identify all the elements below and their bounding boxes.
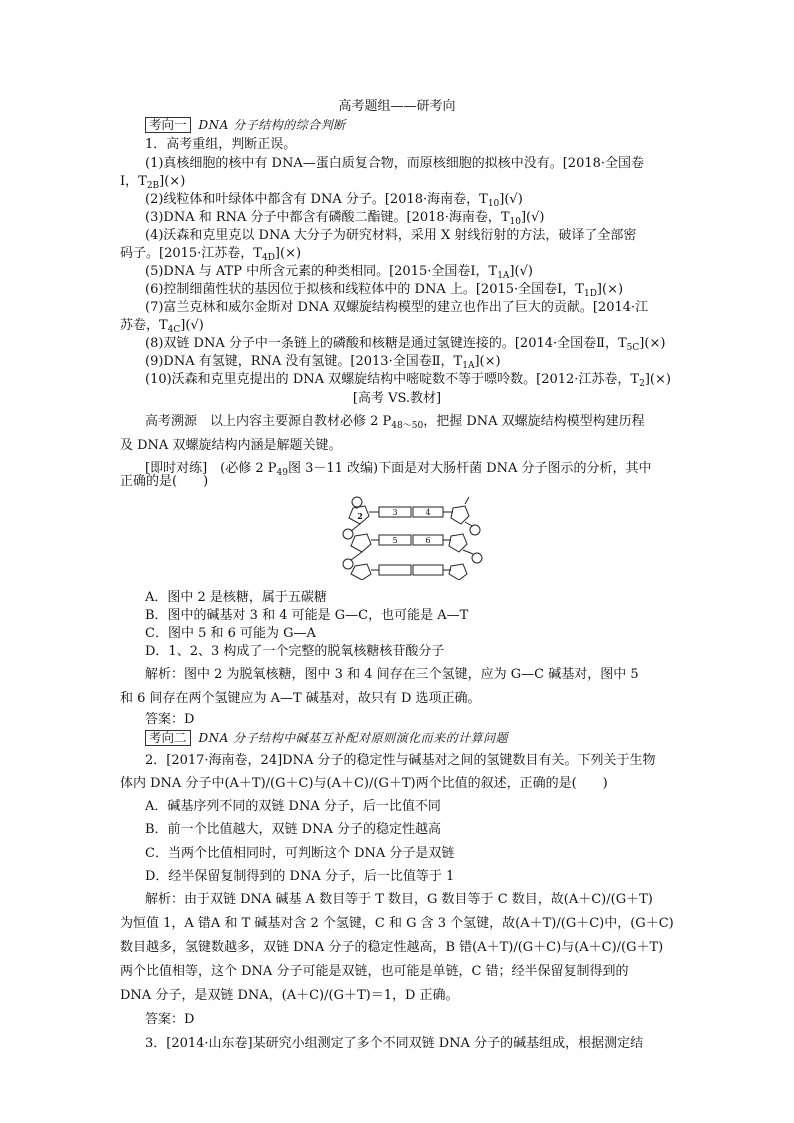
q2-option-b: B．前一个比值越大，双链 DNA 分子的稳定性越高 (145, 822, 442, 837)
item-8: (8)双链 DNA 分子中一条链上的磷酸和核糖是通过氢键连接的。[2014·全国卷Ⅱ，$T_{5C}](\times)$ (145, 336, 666, 353)
q2-analysis-line-5: DNA 分子，是双链 DNA，(A＋C)/(G＋T)＝1，D 正确。 (120, 988, 459, 1003)
section-1-tag-text: DNA 分子结构的综合判断 (198, 118, 346, 132)
label-5: 5 (392, 536, 398, 545)
section-2-tag: 考向二 (145, 730, 191, 746)
option-d: D．1、2、3 构成了一个完整的脱氧核糖核苷酸分子 (145, 644, 445, 659)
label-4: 4 (425, 508, 431, 517)
option-a: A．图中 2 是核糖，属于五碳糖 (145, 590, 327, 605)
phosphate-circle (343, 559, 353, 569)
dna-diagram (325, 494, 495, 580)
phosphate-circle (470, 525, 480, 535)
analysis-line-1: 解析：图中 2 为脱氧核糖，图中 3 和 4 间存在三个氢键，应为 G—C 碱基对，图中 5 (145, 667, 639, 682)
base-box (413, 565, 443, 575)
item-7-line-2: 苏卷，$T_{4C}](√)$ (120, 318, 204, 335)
question-2-line-2: 体内 DNA 分子中(A＋T)/(G＋C)与(A＋C)/(G＋T)两个比值的叙述，正确的是( ) (120, 776, 608, 791)
sugar-pentagon (449, 534, 467, 552)
label-3: 3 (392, 508, 398, 517)
item-7-line-1: (7)富兰克林和威尔金斯对 DNA 双螺旋结构模型的建立也作出了巨大的贡献。[2014·江 (145, 300, 649, 315)
analysis-line-2: 和 6 间存在两个氢键应为 A—T 碱基对，故只有 D 选项正确。 (120, 691, 481, 706)
item-5: (5)DNA 与 ATP 中所含元素的种类相同。[2015·全国卷Ⅰ，$T_{1A}](√)$ (145, 264, 533, 281)
base-box (379, 565, 411, 575)
option-b: B．图中的碱基对 3 和 4 可能是 G—C，也可能是 A—T (145, 608, 469, 623)
q2-analysis-line-4: 两个比值相等，这个 DNA 分子可能是双链，也可能是单链，C 错；经半保留复制得到的 (120, 964, 629, 979)
item-6: (6)控制细菌性状的基因位于拟核和线粒体中的 DNA 上。[2015·全国卷Ⅰ，$T_{1D}](\times)$ (145, 282, 624, 299)
trace-line-2: 及 DNA 双螺旋结构内涵是解题关键。 (120, 438, 342, 453)
option-c: C．图中 5 和 6 可能为 G—A (145, 626, 316, 641)
q2-analysis-line-3: 数目越多，氢键数越多，双链 DNA 分子的稳定性越高，B 错(A＋T)/(G＋C)与(A＋C)/(G＋T) (120, 940, 664, 955)
item-2: (2)线粒体和叶绿体中都含有 DNA 分子。[2018·海南卷，$T_{10}](√)$ (145, 192, 523, 209)
phosphate-circle (352, 497, 362, 507)
phosphate-circle (472, 553, 482, 563)
label-6: 6 (425, 536, 431, 545)
q2-analysis-line-2: 为恒值 1，A 错A 和 T 碱基对含 2 个氢键，C 和 G 含 3 个氢键，故(A＋T)/(G＋C)中，(G＋C) (120, 916, 674, 931)
question-3-line-1: 3．[2014·山东卷]某研究小组测定了多个不同双链 DNA 分子的碱基组成，根据测定结 (145, 1036, 644, 1051)
practice-line-2: 正确的是( ) (120, 474, 209, 489)
item-1-line-2: Ⅰ，$T_{2B}](\times)$ (120, 174, 186, 191)
section-1-heading (145, 116, 346, 135)
section-2-tag-text: DNA 分子结构中碱基互补配对原则演化而来的计算问题 (198, 731, 509, 745)
label-2: 2 (357, 511, 363, 521)
sugar-pentagon (451, 506, 469, 524)
practice-line-1: [即时对练] (必修 2 $P_{49}$图 3－11 改编)下面是对大肠杆菌 DNA 分子图示的分析，其中 (145, 461, 652, 478)
q2-analysis-line-1: 解析：由于双链 DNA 碱基 A 数目等于 T 数目，G 数目等于 C 数目，故(A＋C)/(G＋T) (145, 892, 653, 907)
item-4-line-2: 码子。[2015·江苏卷，$T_{4D}](\times)$ (120, 246, 302, 263)
q2-option-d: D．经半保留复制得到的 DNA 分子，后一比值等于 1 (145, 869, 455, 884)
item-10: (10)沃森和克里克提出的 DNA 双螺旋结构中嘧啶数不等于嘌呤数。[2012·江苏卷，$T_2](\times)$ (145, 372, 671, 389)
q2-option-a: A．碱基序列不同的双链 DNA 分子，后一比值不同 (145, 799, 441, 814)
section-1-tag: 考向一 (145, 117, 191, 133)
item-3: (3)DNA 和 RNA 分子中都含有磷酸二酯键。[2018·海南卷，$T_{10}](√)$ (145, 210, 545, 227)
section-2-heading (145, 729, 508, 748)
sugar-pentagon (351, 564, 371, 580)
vs-label: [高考 VS.教材] (352, 391, 442, 406)
trace-line-1: 高考溯源 以上内容主要源自教材必修 2 $P_{48\sim 50}$，把握 DNA 双螺旋结构模型构建历程 (145, 414, 645, 431)
q2-option-c: C．当两个比值相同时，可判断这个 DNA 分子是双链 (145, 846, 455, 861)
question-1-title: 1．高考重组，判断正误。 (145, 137, 297, 152)
page-title: 高考题组——研考向 (338, 99, 456, 114)
answer-1: 答案：D (145, 712, 195, 727)
item-4-line-1: (4)沃森和克里克以 DNA 大分子为研究材料，采用 X 射线衍射的方法，破译了全部密 (145, 228, 637, 243)
item-9: (9)DNA 有氢键，RNA 没有氢键。[2013·全国卷Ⅱ，$T_{1A}](\times)$ (145, 354, 501, 371)
answer-2: 答案：D (145, 1012, 195, 1027)
sugar-pentagon (449, 564, 467, 580)
sugar-pentagon (351, 534, 371, 552)
question-2-line-1: 2．[2017·海南卷，24]DNA 分子的稳定性与碱基对之间的氢键数目有关。下列关于生物 (145, 753, 656, 768)
item-1-line-1: (1)真核细胞的核中有 DNA—蛋白质复合物，而原核细胞的拟核中没有。[2018·全国卷 (145, 156, 645, 171)
